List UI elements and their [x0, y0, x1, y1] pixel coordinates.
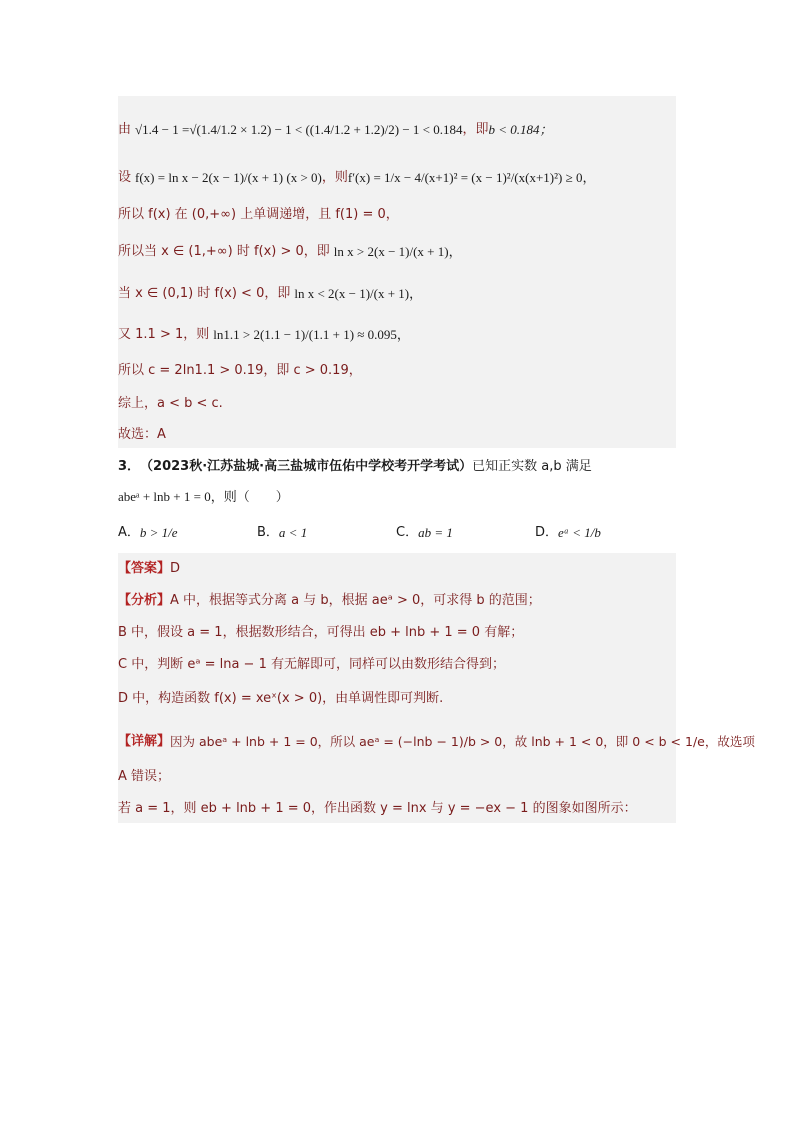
option-d[interactable]: D． eᵃ < 1/b: [535, 525, 601, 540]
analysis-line-a: 【分析】 A 中，根据等式分离 a 与 b，根据 aeᵃ > 0，可求得 b 的范围；: [118, 593, 541, 608]
option-a[interactable]: A． b > 1/e: [118, 525, 178, 540]
answer-value: D: [170, 561, 181, 576]
option-c[interactable]: C． ab = 1: [396, 525, 453, 540]
math-inequality-chain: √(1.4/1.2 × 1.2) − 1 < ((1.4/1.2 + 1.2)/2) − 1 < 0.184: [189, 122, 463, 137]
solution-line-4: 所以当 x ∈ (1,+∞) 时 f(x) > 0，即 ln x > 2(x − 1)/(x + 1)，: [118, 244, 462, 259]
option-b[interactable]: B． a < 1: [257, 525, 308, 540]
question-source: （2023秋·江苏盐城·高三盐城市伍佑中学校考开学考试）: [140, 459, 473, 474]
solution-line-2: 设 f(x) = ln x − 2(x − 1)/(x + 1) (x > 0) ，则 f′(x) = 1/x − 4/(x+1)² = (x − 1)²/(x(x+1)²) ≥ 0，: [118, 170, 596, 185]
question-3-header: 3． （2023秋·江苏盐城·高三盐城市伍佑中学校考开学考试） 已知正实数 a,b 满足: [118, 459, 592, 474]
solution-line-9: 故选：A: [118, 427, 166, 442]
detail-line-1: 【详解】 因为 abeᵃ + lnb + 1 = 0，所以 aeᵃ = (−lnb − 1)/b > 0，故 lnb + 1 < 0，即 0 < b < 1/e，故选项: [118, 734, 755, 749]
solution-line-1: 由 √1.4 − 1 = √(1.4/1.2 × 1.2) − 1 < ((1.4/1.2 + 1.2)/2) − 1 < 0.184 ，即 b < 0.184；: [118, 122, 553, 137]
detail-line-3: 若 a = 1，则 eb + lnb + 1 = 0，作出函数 y = lnx 与 y = −ex − 1 的图象如图所示：: [118, 801, 637, 816]
answer-line: 【答案】 D: [118, 561, 181, 576]
solution-line-8: 综上，a < b < c.: [118, 396, 223, 411]
solution-line-3: 所以 f(x) 在 (0,+∞) 上单调递增，且 f(1) = 0，: [118, 207, 399, 222]
question-3-stem: abeᵃ + lnb + 1 = 0，则（ ）: [118, 489, 289, 504]
analysis-line-b: B 中，假设 a = 1，根据数形结合，可得出 eb + lnb + 1 = 0 有解；: [118, 625, 524, 640]
detail-line-2: A 错误；: [118, 769, 171, 784]
solution-line-6: 又 1.1 > 1，则 ln1.1 > 2(1.1 − 1)/(1.1 + 1) ≈ 0.095，: [118, 327, 410, 342]
solution-line-5: 当 x ∈ (0,1) 时 f(x) < 0，即 ln x < 2(x − 1)/(x + 1)，: [118, 286, 423, 301]
solution-line-7: 所以 c = 2ln1.1 > 0.19，即 c > 0.19，: [118, 363, 362, 378]
question-3-options: [118, 518, 676, 548]
math-sqrt-expression: √1.4 − 1 =: [135, 122, 190, 137]
analysis-line-d: D 中，构造函数 f(x) = xeˣ(x > 0)，由单调性即可判断.: [118, 691, 444, 706]
analysis-line-c: C 中，判断 eᵃ = lna − 1 有无解即可，同样可以由数形结合得到；: [118, 657, 505, 672]
